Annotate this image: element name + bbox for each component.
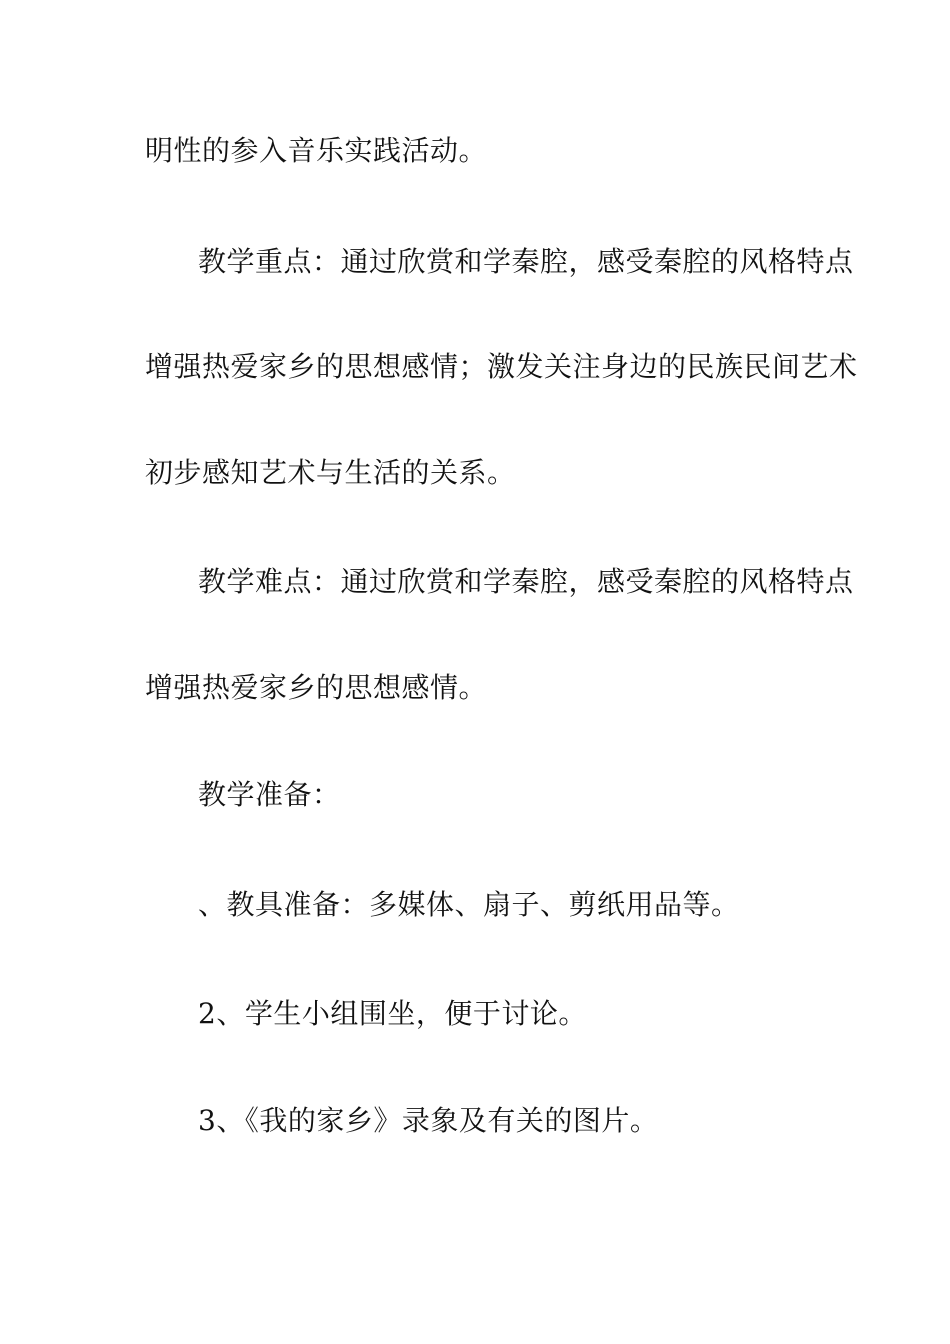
teaching-difficulty-line: 教学难点：通过欣赏和学秦腔，感受秦腔的风格特点 [198, 565, 854, 598]
preparation-item-3: 3、《我的家乡》录象及有关的图片。 [198, 1104, 659, 1137]
teaching-focus-line-3: 初步感知艺术与生活的关系。 [145, 456, 516, 489]
teaching-preparation-heading: 教学准备： [198, 778, 341, 811]
preparation-item-1: 、教具准备：多媒体、扇子、剪纸用品等。 [198, 888, 740, 921]
preparation-item-2: 2、学生小组围坐，便于讨论。 [198, 997, 587, 1030]
paragraph-line-continuation: 明性的参入音乐实践活动。 [145, 134, 488, 167]
teaching-difficulty-line-2: 增强热爱家乡的思想感情。 [145, 671, 488, 704]
teaching-focus-line-2: 增强热爱家乡的思想感情；激发关注身边的民族民间艺术 [145, 350, 858, 383]
teaching-focus-line: 教学重点：通过欣赏和学秦腔，感受秦腔的风格特点 [198, 245, 854, 278]
